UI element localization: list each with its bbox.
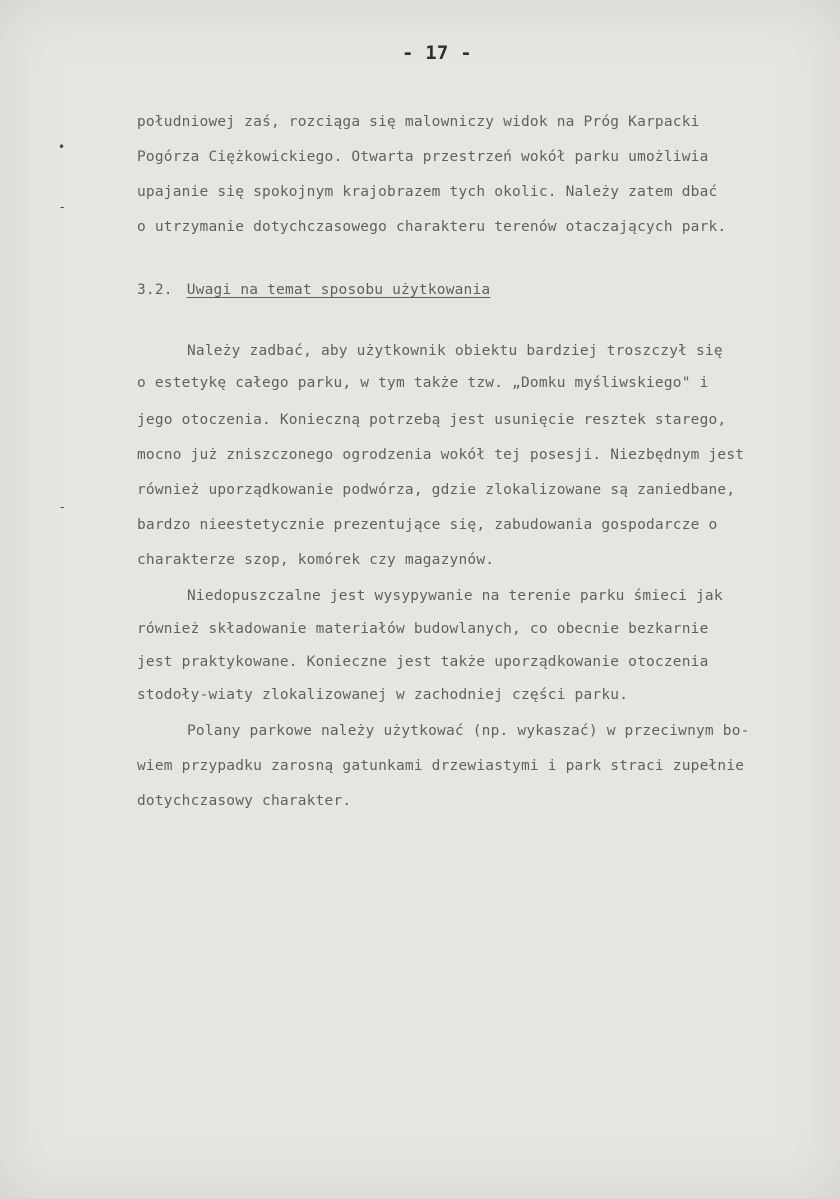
text-line: stodoły-wiaty zlokalizowanej w zachodniej części parku. <box>137 687 629 703</box>
margin-dash-mark: - <box>60 200 65 214</box>
section-number: 3.2. <box>137 282 173 298</box>
text-line: dotychczasowy charakter. <box>137 793 352 809</box>
text-line: o utrzymanie dotychczasowego charakteru terenów otaczających park. <box>137 219 727 235</box>
text-line: bardzo nieestetycznie prezentujące się, zabudowania gospodarcze o <box>137 517 718 533</box>
text-line: Pogórza Ciężkowickiego. Otwarta przestrzeń wokół parku umożliwia <box>137 149 709 165</box>
margin-dot-mark: • <box>58 140 66 154</box>
text-line: charakterze szop, komórek czy magazynów. <box>137 552 495 568</box>
text-line: również składowanie materiałów budowlanych, co obecnie bezkarnie <box>137 621 709 637</box>
text-line: Polany parkowe należy użytkować (np. wykaszać) w przeciwnym bo- <box>187 723 750 739</box>
text-line: jest praktykowane. Konieczne jest także uporządkowanie otoczenia <box>137 654 709 670</box>
text-line: również uporządkowanie podwórza, gdzie zlokalizowane są zaniedbane, <box>137 482 736 498</box>
text-line: jego otoczenia. Konieczną potrzebą jest usunięcie resztek starego, <box>137 412 727 428</box>
text-line: mocno już zniszczonego ogrodzenia wokół tej posesji. Niezbędnym jest <box>137 447 745 463</box>
text-line: wiem przypadku zarosną gatunkami drzewiastymi i park straci zupełnie <box>137 758 745 774</box>
page-number: - 17 - <box>402 42 472 64</box>
text-line: o estetykę całego parku, w tym także tzw. „Domku myśliwskiego" i <box>137 375 709 391</box>
text-line: Niedopuszczalne jest wysypywanie na terenie parku śmieci jak <box>187 588 723 604</box>
text-line: południowej zaś, rozciąga się malowniczy widok na Próg Karpacki <box>137 114 700 130</box>
text-line: Należy zadbać, aby użytkownik obiektu bardziej troszczył się <box>187 343 723 359</box>
margin-dash-mark: - <box>60 500 65 514</box>
section-heading <box>137 282 490 298</box>
section-title: Uwagi na temat sposobu użytkowania <box>186 282 491 298</box>
text-line: upajanie się spokojnym krajobrazem tych okolic. Należy zatem dbać <box>137 184 718 200</box>
